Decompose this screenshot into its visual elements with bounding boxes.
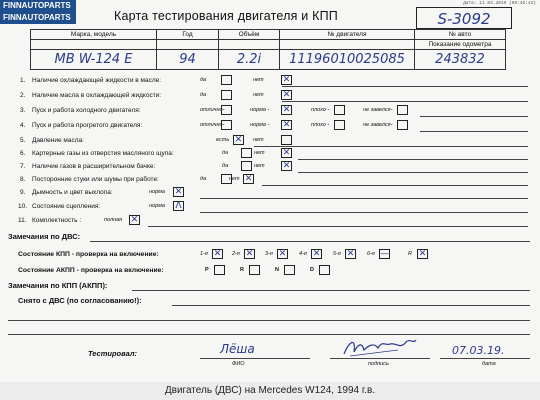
checkbox[interactable] <box>221 90 232 100</box>
row-number: 4. <box>20 122 26 129</box>
checkbox[interactable] <box>397 120 408 130</box>
option-label: норма <box>149 203 165 209</box>
row-number: 5. <box>20 137 26 144</box>
row-line <box>420 131 528 132</box>
year-value: 94 <box>157 50 219 70</box>
gear-checkbox[interactable]: ✕ <box>346 249 355 259</box>
gear-checkbox[interactable]: ✕ <box>418 249 427 259</box>
row-number: 2. <box>20 92 26 99</box>
row-label: Наличие охлаждающей жидкости в масле: <box>32 77 162 84</box>
option-label: плохо - <box>311 107 330 113</box>
checkbox[interactable] <box>334 120 345 130</box>
row-label: Пуск и работа холодного двигателя: <box>32 107 141 114</box>
checkbox[interactable] <box>221 105 232 115</box>
date-line <box>440 358 530 359</box>
gear-checkbox[interactable]: ✕ <box>213 249 222 259</box>
remarks-kpp-label: Замечания по КПП (АКПП): <box>8 281 108 290</box>
checklist-row <box>0 186 540 200</box>
option-label: нет <box>253 92 264 98</box>
gear-checkbox[interactable] <box>214 265 225 275</box>
row-label: Наличие масла в охлаждающей жидкости: <box>32 92 162 99</box>
row-number: 1. <box>20 77 26 84</box>
option-label: плохо - <box>311 122 330 128</box>
checkbox[interactable] <box>334 105 345 115</box>
checkbox[interactable]: ✕ <box>130 215 139 225</box>
row-line <box>200 212 528 213</box>
gear-label: 2-я <box>232 251 240 257</box>
checkbox[interactable]: Λ <box>173 201 184 211</box>
col-header: Показание одометра <box>415 40 506 50</box>
test-date: 07.03.19. <box>452 344 505 357</box>
checkbox[interactable]: ✕ <box>282 148 291 158</box>
option-label: да <box>200 176 207 182</box>
gear-label: P <box>205 267 209 273</box>
option-label: да <box>200 92 207 98</box>
row-number: 3. <box>20 107 26 114</box>
checkbox[interactable]: ✕ <box>234 135 243 145</box>
date-caption: дата <box>482 361 496 367</box>
row-line <box>148 226 528 227</box>
gear-label: N <box>275 267 279 273</box>
kpp-row: Состояние КПП - проверка на включение: 1-я ✕ 2-я ✕ 3-я ✕ 4-я ✕ 5-я ✕ 6-я — R ✕ <box>18 249 427 259</box>
row-label: Дымность и цвет выхлопа: <box>32 189 113 196</box>
checklist-row <box>0 147 540 161</box>
gear-label: R <box>240 267 244 273</box>
blank-line <box>8 334 530 335</box>
gear-label: 3-я <box>265 251 273 257</box>
tester-name: Лёша <box>220 342 255 356</box>
checkbox[interactable] <box>221 75 232 85</box>
checkbox[interactable]: ✕ <box>174 187 183 197</box>
col-header: Объём <box>219 30 280 40</box>
checkbox[interactable] <box>281 135 292 145</box>
checklist-row <box>0 214 540 228</box>
row-line <box>282 101 528 102</box>
gear-label: 5-я <box>333 251 341 257</box>
checkbox[interactable]: ✕ <box>282 105 291 115</box>
option-label: отлично- <box>200 107 225 113</box>
document-number: S-3092 <box>416 7 512 29</box>
gear-checkbox[interactable]: ✕ <box>312 249 321 259</box>
row-label: Состояние сцепления: <box>32 203 101 210</box>
checklist-row <box>0 200 540 214</box>
row-number: 7. <box>20 163 26 170</box>
checkbox[interactable] <box>241 161 252 171</box>
checkbox[interactable]: ✕ <box>244 174 253 184</box>
gear-checkbox[interactable] <box>284 265 295 275</box>
gear-checkbox[interactable]: — <box>380 249 389 259</box>
option-label: нет <box>254 150 265 156</box>
row-number: 8. <box>20 176 26 183</box>
checkbox[interactable]: ✕ <box>282 161 291 171</box>
checkbox[interactable]: ✕ <box>282 90 291 100</box>
model-value: MB W-124 E <box>31 50 157 70</box>
option-label: норма - <box>250 122 270 128</box>
removed-label: Снято с ДВС (по согласованию!): <box>18 296 142 305</box>
row-number: 10. <box>18 203 28 210</box>
row-label: Пуск и работа прогретого двигателя: <box>32 122 143 129</box>
col-header: Марка, модель <box>31 30 157 40</box>
option-label: норма - <box>250 107 270 113</box>
row-label: Давление масла: <box>32 137 84 144</box>
row-number: 6. <box>20 150 26 157</box>
gear-checkbox[interactable] <box>319 265 330 275</box>
volume-value: 2.2i <box>219 50 280 70</box>
col-header: Год <box>157 30 219 40</box>
vehicle-header-table <box>30 29 506 70</box>
checklist-row <box>0 89 540 103</box>
option-label: нет <box>254 163 265 169</box>
blank-line <box>8 320 530 321</box>
checklist-row <box>0 160 540 174</box>
checkbox[interactable]: ✕ <box>282 75 291 85</box>
option-label: нет <box>253 77 264 83</box>
row-number: 11. <box>18 217 27 224</box>
col-header: № авто <box>415 30 506 40</box>
option-label: нет <box>253 137 264 143</box>
page-title: Карта тестирования двигателя и КПП <box>114 9 338 23</box>
row-label: Посторонние стуки или шумы при работе: <box>32 176 159 183</box>
option-label: полная <box>104 217 123 223</box>
option-label: не завелся- <box>363 122 393 128</box>
col-header: № двигателя <box>280 30 415 40</box>
option-label: да <box>200 77 207 83</box>
option-label: не завелся- <box>363 107 393 113</box>
tested-label: Тестировал: <box>88 349 137 358</box>
odometer-value: 243832 <box>415 50 506 70</box>
checklist-row <box>0 119 540 133</box>
checkbox[interactable] <box>221 120 232 130</box>
remarks-engine-label: Замечания по ДВС: <box>8 232 81 241</box>
gear-checkbox[interactable] <box>249 265 260 275</box>
upload-date: Дата: 11.03.2019 (09:46:42) <box>463 1 536 6</box>
option-label: да <box>222 150 229 156</box>
checklist-row <box>0 173 540 187</box>
gear-label: 6-я <box>367 251 375 257</box>
gear-label: D <box>310 267 314 273</box>
gear-checkbox[interactable]: ✕ <box>245 249 254 259</box>
engine-number-value: 11196010025085 <box>280 50 415 70</box>
remarks-kpp-line <box>132 290 530 291</box>
row-line <box>420 116 528 117</box>
option-label: есть <box>216 137 230 143</box>
signature-caption: подпись <box>368 361 389 367</box>
checkbox[interactable]: ✕ <box>282 120 291 130</box>
gear-checkbox[interactable]: ✕ <box>278 249 287 259</box>
gear-label: 1-я <box>200 251 208 257</box>
signature-line <box>330 358 430 359</box>
checklist-row <box>0 134 540 148</box>
row-label: Наличие газов в расширительном бачке: <box>32 163 156 170</box>
row-line <box>282 86 528 87</box>
gear-label: R <box>408 251 412 257</box>
fio-caption: ФИО <box>232 361 245 367</box>
checklist-row <box>0 74 540 88</box>
photo-caption: Двигатель (ДВС) на Mercedes W124, 1994 г.в. <box>0 382 540 400</box>
checkbox[interactable] <box>241 148 252 158</box>
remarks-engine-line <box>90 241 530 242</box>
brand-logo: FINNAUTOPARTS FINNAUTOPARTS <box>0 0 76 24</box>
checklist-row <box>0 104 540 118</box>
fio-line <box>200 358 310 359</box>
row-label: Комплектность : <box>32 217 82 224</box>
option-label: да <box>222 163 229 169</box>
signature-image <box>340 336 420 360</box>
akpp-row: Состояние АКПП - проверка на включение: P R N D <box>0 264 540 278</box>
checkbox[interactable] <box>397 105 408 115</box>
row-line <box>200 198 528 199</box>
option-label: нет <box>229 176 240 182</box>
row-label: Картерные газы из отверстия масляного щупа: <box>32 150 174 157</box>
row-number: 9. <box>20 189 26 196</box>
option-label: отлично- <box>200 122 225 128</box>
gear-label: 4-я <box>299 251 307 257</box>
removed-line <box>172 305 530 306</box>
option-label: норма <box>149 189 165 195</box>
